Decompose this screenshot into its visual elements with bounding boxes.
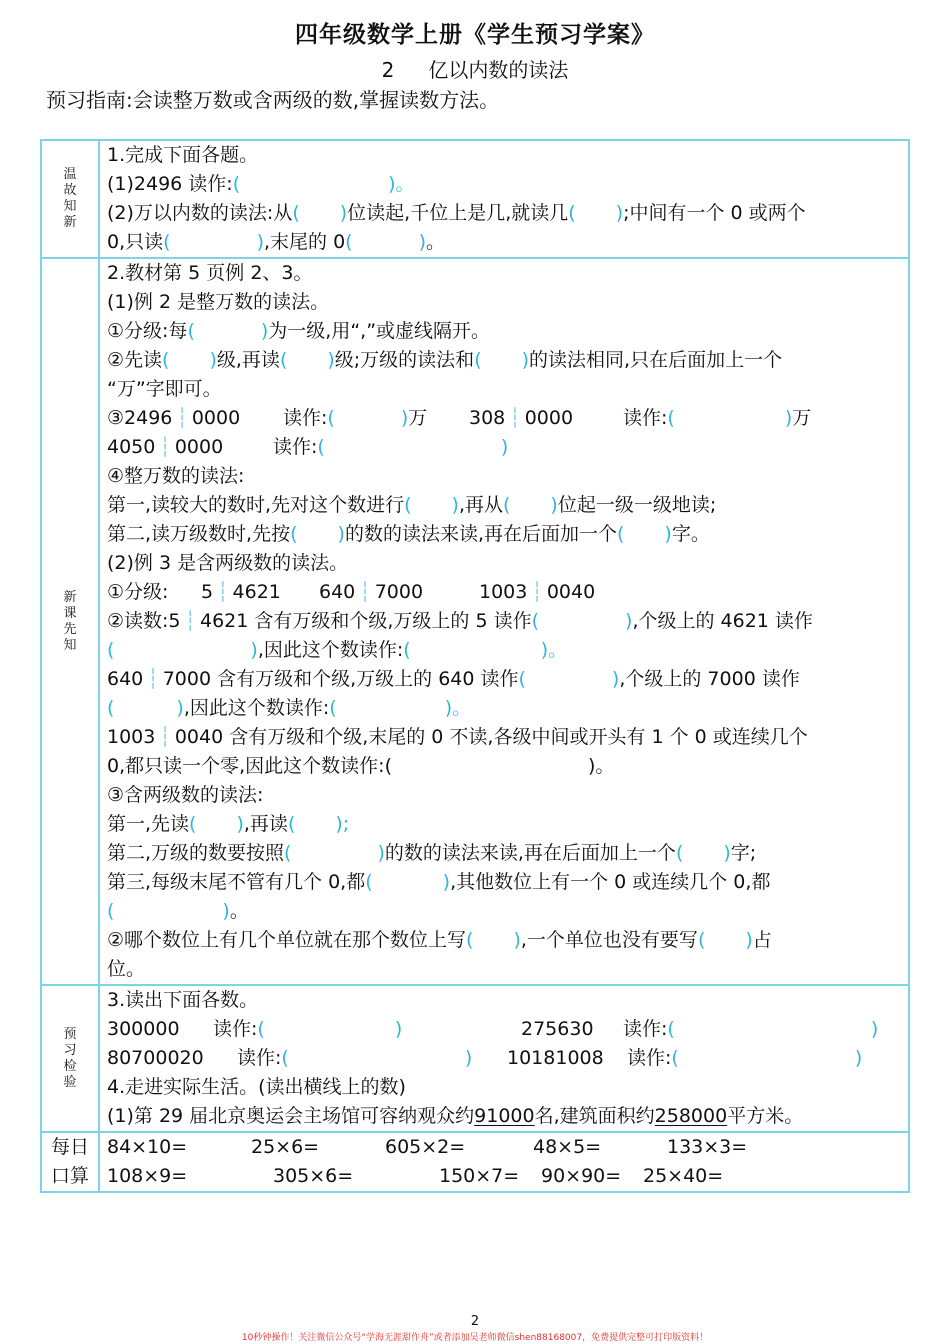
daily-line-1: 84×10= 25×6= 605×2= 48×5= 133×3= [107, 1136, 748, 1158]
two-level-line-1: 第一,先读( ),再读( ); [107, 813, 350, 835]
step-3-line: ③2496 ┆ 0000 读作:( )万 308 ┆ 0000 读作:( )万 [107, 407, 812, 429]
read-line-1b: ( ),因此这个数读作:( )。 [107, 639, 568, 661]
step-3-line-b: 4050 ┆ 0000 读作:( ) [107, 436, 509, 458]
lesson-subtitle [0, 54, 950, 83]
two-level-line-2: 第二,万级的数要按照( )的数的读法来读,再在后面加上一个( )字; [107, 842, 757, 864]
lesson-number: 2 [381, 58, 395, 82]
check-label-cell [41, 985, 99, 1132]
daily-label: 每日 口算 [50, 1136, 89, 1187]
review-row [41, 140, 909, 258]
check-row [41, 985, 909, 1132]
two-level-line-4: ②哪个数位上有几个单位就在那个数位上写( ),一个单位也没有要写( )占 [107, 929, 772, 951]
study-guide: 预习指南:会读整万数或含两级的数,掌握读数方法。 [46, 88, 500, 112]
q1-2-line-b: 0,只读( ),末尾的 0( )。 [107, 231, 446, 253]
q4-heading: 4.走进实际生活。(读出横线上的数) [107, 1076, 406, 1098]
two-level-line-4b: 位。 [107, 958, 146, 980]
worksheet-table [40, 139, 910, 1193]
read-line-2b: ( ),因此这个数读作:( )。 [107, 697, 472, 719]
daily-content [99, 1132, 909, 1192]
daily-label-cell [41, 1132, 99, 1192]
new-lesson-row [41, 258, 909, 985]
q2-heading: 2.教材第 5 页例 2、3。 [107, 262, 313, 284]
q3-line-2: 80700020 读作:( ) 10181008 读作:( ) [107, 1047, 863, 1069]
two-level-heading: ③含两级数的读法: [107, 784, 264, 806]
q3-line-1: 300000 读作:( ) 275630 读作:( ) [107, 1018, 879, 1040]
step-4-heading: ④整万数的读法: [107, 465, 245, 487]
step-1-line: ①分级:每( )为一级,用“,”或虚线隔开。 [107, 320, 491, 342]
read-line-3: 1003 ┆ 0040 含有万级和个级,末尾的 0 不读,各级中间或开头有 1 个 0 或连续几个 [107, 726, 808, 748]
daily-row [41, 1132, 909, 1192]
review-content [99, 140, 909, 258]
check-label: 预习检验 [63, 1026, 77, 1090]
two-level-line-3b: ( )。 [107, 900, 249, 922]
page-number: 2 [470, 1314, 480, 1329]
review-label: 温故知新 [63, 167, 77, 230]
step-2-line-b: “万”字即可。 [107, 378, 222, 400]
read-line-1: ②读数:5 ┆ 4621 含有万级和个级,万级上的 5 读作( ),个级上的 4621 读作 [107, 610, 813, 632]
step-2-line: ②先读( )级,再读( )级;万级的读法和( )的读法相同,只在后面加上一个 [107, 349, 783, 371]
step-4-line-2: 第二,读万级数时,先按( )的数的读法来读,再在后面加一个( )字。 [107, 523, 710, 545]
daily-line-2: 108×9= 305×6= 150×7= 90×90= 25×40= [107, 1165, 724, 1187]
split-line: ①分级: 5 ┆ 4621 640 ┆ 7000 1003 ┆ 0040 [107, 581, 596, 603]
example-2: (1)例 2 是整万数的读法。 [107, 291, 330, 313]
q1-2-line: (2)万以内数的读法:从( )位读起,千位上是几,就读几( );中间有一个 0 或两个 [107, 202, 806, 224]
q1-1-line: (1)2496 读作:( )。 [107, 173, 415, 195]
page-title: 四年级数学上册《学生预习学案》 [295, 22, 655, 48]
example-3: (2)例 3 是含两级数的读法。 [107, 552, 349, 574]
new-label: 新课先知 [63, 589, 77, 653]
footer-note: 10秒钟操作！关注微信公众号“学海无涯甜作舟”或者添加吴老师微信shen88168007，免费提供完整可打印版资料！ [241, 1333, 709, 1343]
new-label-cell [41, 258, 99, 985]
q1-heading: 1.完成下面各题。 [107, 144, 259, 166]
q3-heading: 3.读出下面各数。 [107, 989, 259, 1011]
read-line-2: 640 ┆ 7000 含有万级和个级,万级上的 640 读作( ),个级上的 7000 读作 [107, 668, 800, 690]
two-level-line-3: 第三,每级末尾不管有几个 0,都( ),其他数位上有一个 0 或连续几个 0,都 [107, 871, 771, 893]
review-label-cell [41, 140, 99, 258]
lesson-name: 亿以内数的读法 [428, 58, 569, 82]
new-content [99, 258, 909, 985]
q4-line-1: (1)第 29 届北京奥运会主场馆可容纳观众约91000名,建筑面积约258000平方米。 [107, 1105, 804, 1127]
check-content [99, 985, 909, 1132]
step-4-line-1: 第一,读较大的数时,先对这个数进行( ),再从( )位起一级一级地读; [107, 494, 717, 516]
read-line-3b: 0,都只读一个零,因此这个数读作:( )。 [107, 755, 615, 777]
